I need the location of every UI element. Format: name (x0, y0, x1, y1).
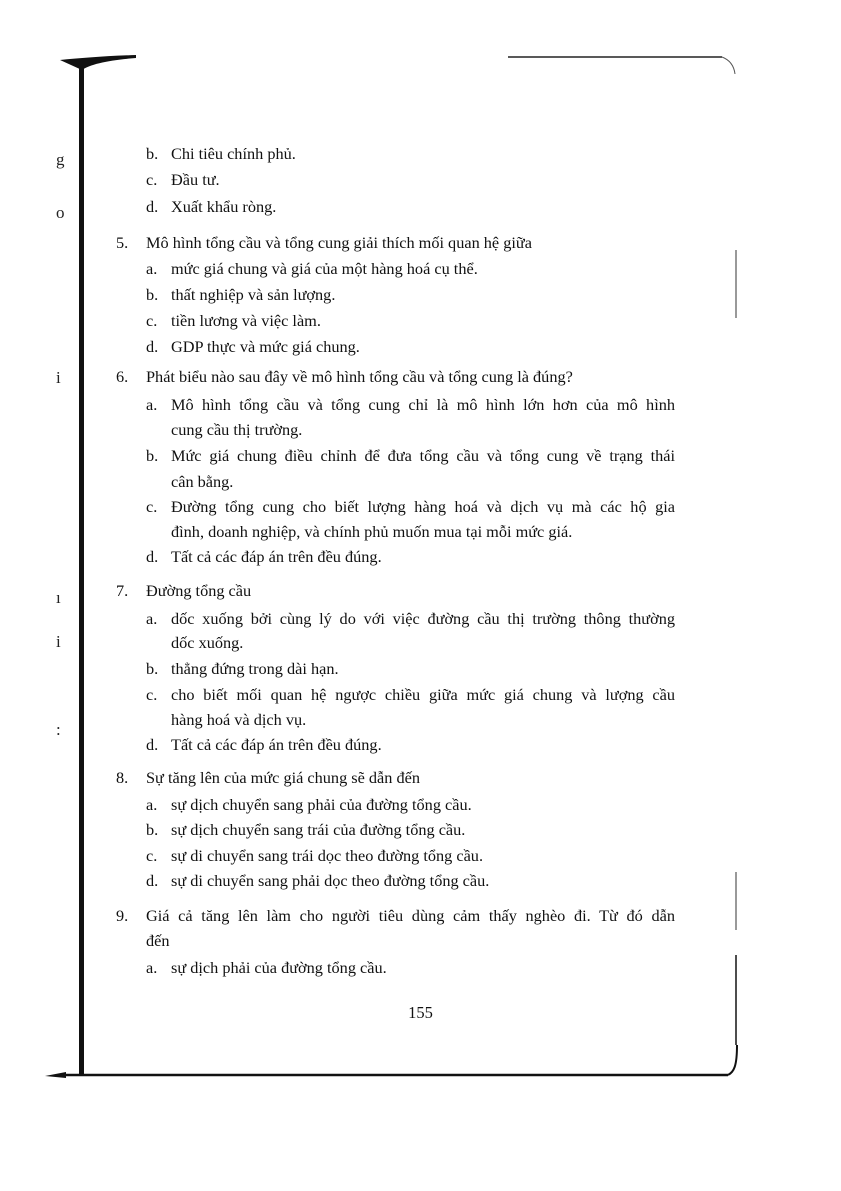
option-letter: c. (146, 846, 158, 865)
option-letter: a. (146, 259, 158, 278)
question-text: Sự tăng lên của mức giá chung sẽ dẫn đến (146, 768, 420, 787)
option-letter: c. (146, 170, 158, 189)
margin-letter: : (56, 720, 61, 739)
margin-letter: ı (56, 588, 61, 607)
option-text: dốc xuống. (171, 633, 244, 652)
question-text: Giá cả tăng lên làm cho người tiêu dùng cảm thấy nghèo đi. Từ đó dẫn (146, 906, 675, 925)
question-text: Mô hình tổng cầu và tổng cung giải thích mối quan hệ giữa (146, 233, 532, 252)
option-text: tiền lương và việc làm. (171, 311, 321, 330)
option-letter: d. (146, 337, 159, 356)
option-text: dốc xuống bởi cùng lý do với việc đường cầu thị trường thông thường (171, 609, 675, 628)
question-number: 8. (116, 768, 129, 787)
frame-left-bar (79, 64, 84, 1076)
frame-top-right-curve (722, 57, 735, 74)
option-text: thẳng đứng trong dài hạn. (171, 659, 339, 678)
margin-letter: i (56, 368, 61, 387)
frame-bottom-left-tip (45, 1072, 66, 1078)
option-letter: c. (146, 311, 158, 330)
option-letter: d. (146, 735, 159, 754)
option-text: sự dịch phải của đường tổng cầu. (171, 958, 387, 977)
option-text: Tất cả các đáp án trên đều đúng. (171, 735, 382, 754)
question-text: đến (146, 931, 170, 950)
option-letter: b. (146, 285, 159, 304)
option-text: Tất cả các đáp án trên đều đúng. (171, 547, 382, 566)
option-text: sự di chuyển sang trái dọc theo đường tổng cầu. (171, 846, 484, 865)
option-letter: b. (146, 446, 159, 465)
option-letter: a. (146, 958, 158, 977)
option-letter: d. (146, 197, 159, 216)
option-text: cân bằng. (171, 472, 234, 491)
option-text: sự di chuyển sang phải dọc theo đường tổng cầu. (171, 871, 490, 890)
margin-letter: g (56, 150, 65, 169)
question-number: 6. (116, 367, 129, 386)
option-text: cho biết mối quan hệ ngược chiều giữa mức giá chung và lượng cầu (171, 685, 675, 704)
option-text: sự dịch chuyển sang trái của đường tổng cầu. (171, 820, 466, 839)
option-letter: d. (146, 871, 159, 890)
option-text: đình, doanh nghiệp, và chính phủ muốn mua tại mỗi mức giá. (171, 522, 573, 541)
option-letter: b. (146, 820, 159, 839)
option-text: GDP thực và mức giá chung. (171, 337, 360, 356)
frame-bottom-right-curve (728, 1045, 737, 1075)
option-text: sự dịch chuyển sang phải của đường tổng cầu. (171, 795, 472, 814)
option-text: Xuất khẩu ròng. (171, 197, 277, 216)
margin-letter: i (56, 632, 61, 651)
option-letter: a. (146, 609, 158, 628)
page-number: 155 (408, 1003, 433, 1022)
question-number: 9. (116, 906, 129, 925)
option-text: thất nghiệp và sản lượng. (171, 285, 336, 304)
option-text: Mức giá chung điều chỉnh để đưa tổng cầu và tổng cung về trạng thái (171, 446, 675, 465)
question-number: 7. (116, 581, 129, 600)
option-letter: a. (146, 395, 158, 414)
option-text: mức giá chung và giá của một hàng hoá cụ thể. (171, 259, 478, 278)
margin-letter: o (56, 203, 65, 222)
option-text: Mô hình tổng cầu và tổng cung chỉ là mô hình lớn hơn của mô hình (171, 395, 675, 414)
option-letter: b. (146, 144, 159, 163)
question-text: Đường tổng cầu (146, 581, 252, 600)
option-text: hàng hoá và dịch vụ. (171, 710, 307, 729)
question-number: 5. (116, 233, 129, 252)
option-text: cung cầu thị trường. (171, 420, 303, 439)
question-text: Phát biểu nào sau đây về mô hình tổng cầu và tổng cung là đúng? (146, 367, 573, 386)
option-letter: a. (146, 795, 158, 814)
option-letter: d. (146, 547, 159, 566)
option-text: Đầu tư. (171, 170, 220, 189)
frame-top-left-corner (60, 55, 136, 70)
option-text: Chi tiêu chính phủ. (171, 144, 296, 163)
option-letter: b. (146, 659, 159, 678)
option-letter: c. (146, 685, 158, 704)
option-letter: c. (146, 497, 158, 516)
option-text: Đường tổng cung cho biết lượng hàng hoá và dịch vụ mà các hộ gia (171, 497, 675, 516)
